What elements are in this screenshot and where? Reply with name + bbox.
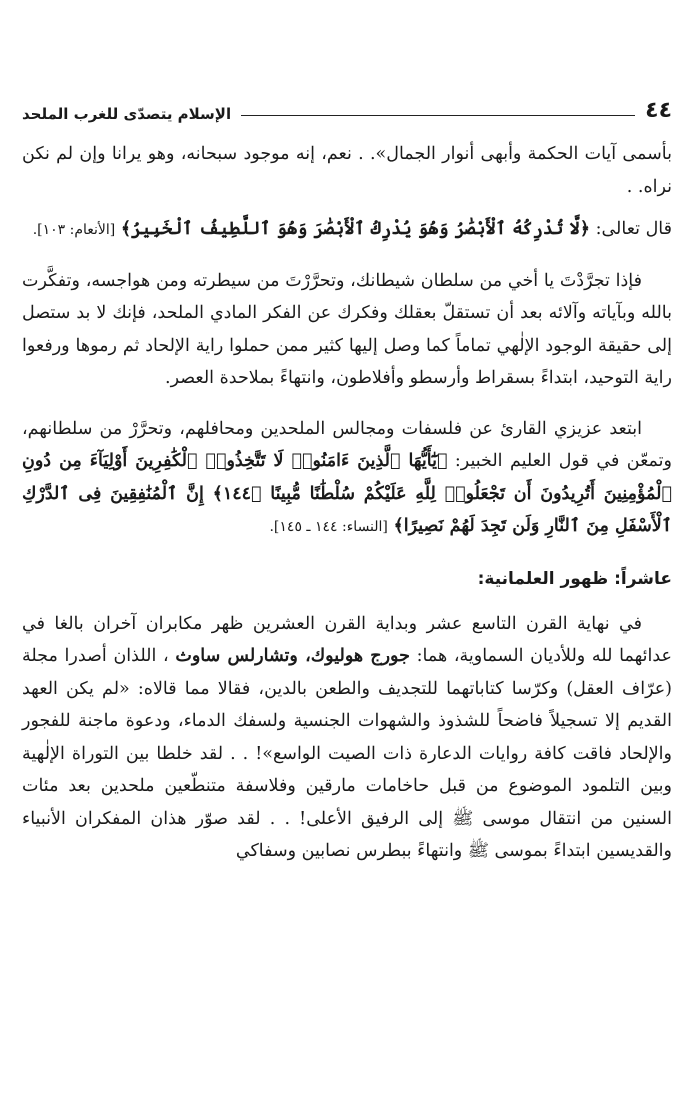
quran-reference-anam: [الأنعام: ١٠٣]. (32, 222, 116, 238)
paragraph-gap (22, 247, 672, 265)
header-rule (241, 115, 635, 116)
running-header (22, 88, 672, 122)
names-highlight: جورج هوليوك، وتشارلس ساوث (175, 646, 410, 666)
page-number: ٤٤ (645, 98, 672, 123)
quran-verse-nisa: ﴿يَٰٓأَيُّهَا ٱلَّذِينَ ءَامَنُوا۟ لَا تَتَّخِذُوا۟ ٱلْكَٰفِرِينَ أَوْلِيَآءَ مِن دُونِ ٱلْمُؤْمِنِينَ أَتُرِيدُونَ أَن تَجْعَلُوا۟ لِلَّهِ عَلَيْكُمْ سُلْطَٰنًا مُّبِينًا ﴿١٤٤﴾ إِنَّ ٱلْمُنَٰفِقِينَ فِى ٱلدَّرْكِ ٱلْأَسْفَلِ مِنَ ٱلنَّارِ وَلَن تَجِدَ لَهُمْ نَصِيرًا﴾ (22, 451, 672, 536)
paragraph-gap (22, 395, 672, 413)
paragraph-5-part-b: ، اللذان أصدرا مجلة (عرّاف العقل) وكرّسا كتاباتهما للتجديف والطعن بالدين، فقالا مما قالاه: «لم يكن العهد القديم إلا تسجيلاً فاضحاً للشذوذ والشهوات الجنسية ولسفك الدماء، ودعوة ماجنة للفجور والإلحاد فاقت كافة روايات الدعارة ذات الصيت الواسع»! . . لقد خلطا بين التوراة الإلٰهية وبين التلمود الموضوع من قبل حاخامات مارقين وفلاسفة متنطّعين ملحدين بعد مئات السنين من انتقال موسى ﷺ إلى الرفيق الأعلى! . . لقد صوّر هذان المفكران الأنبياء والقديسين ابتداءً بموسى ﷺ وانتهاءً ببطرس نصابين وسفاكي (22, 646, 672, 861)
paragraph-1: بأسمى آيات الحكمة وأبهى أنوار الجمال». . نعم، إنه موجود سبحانه، وهو يرانا وإن لم نكن نراه. . (22, 144, 672, 197)
paragraph-5-part-a: في نهاية القرن التاسع عشر وبداية القرن العشرين ظهر مكابران آخران بالغا في عدائهما لله وللأديان السماوية، هما: (22, 613, 672, 666)
quran-reference-nisa: [النساء: ١٤٤ ـ ١٤٥]. (269, 519, 388, 535)
section-heading: عاشراً: ظهور العلمانية: (477, 568, 672, 589)
book-page (22, 88, 672, 868)
paragraph-4-intro: ابتعد عزيزي القارئ عن فلسفات ومجالس الملحدين ومحافلهم، وتحرَّرْ من سلطانهم، وتمعّن في قول العليم الخبير: (22, 418, 672, 471)
paragraph-3: فإذا تجرَّدْتَ يا أخي من سلطان شيطانك، وتحرَّرْتَ من سيطرته ومن هواجسه، وتفكَّرت بالله وبآياته وآلائه بعد أن تستقلّ بعقلك وفكرك عن الفكر المادي الملحد، فإنك لا بد ستصل إلى حقيقة الوجود الإلٰهي تماماً كما وصل إليها كثير ممن حملوا راية الإلحاد ثم رموها ورفعوا راية التوحيد، ابتداءً بسقراط وأرسطو وأفلاطون، وانتهاءً بملاحدة العصر. (22, 270, 672, 388)
paragraph-5 (22, 608, 672, 868)
quran-verse-anam: ﴿لَّا تُدْرِكُهُ ٱلْأَبْصَٰرُ وَهُوَ يُدْرِكُ ٱلْأَبْصَٰرَ وَهُوَ ٱللَّطِيفُ ٱلْخَبِيرُ﴾ (120, 219, 590, 239)
book-title: الإسلام يتصدّى للغرب الملحد (22, 105, 232, 123)
quran-intro: قال تعالى: (590, 219, 672, 239)
paragraph-quran-anam (22, 213, 672, 247)
paragraph-4 (22, 413, 672, 544)
